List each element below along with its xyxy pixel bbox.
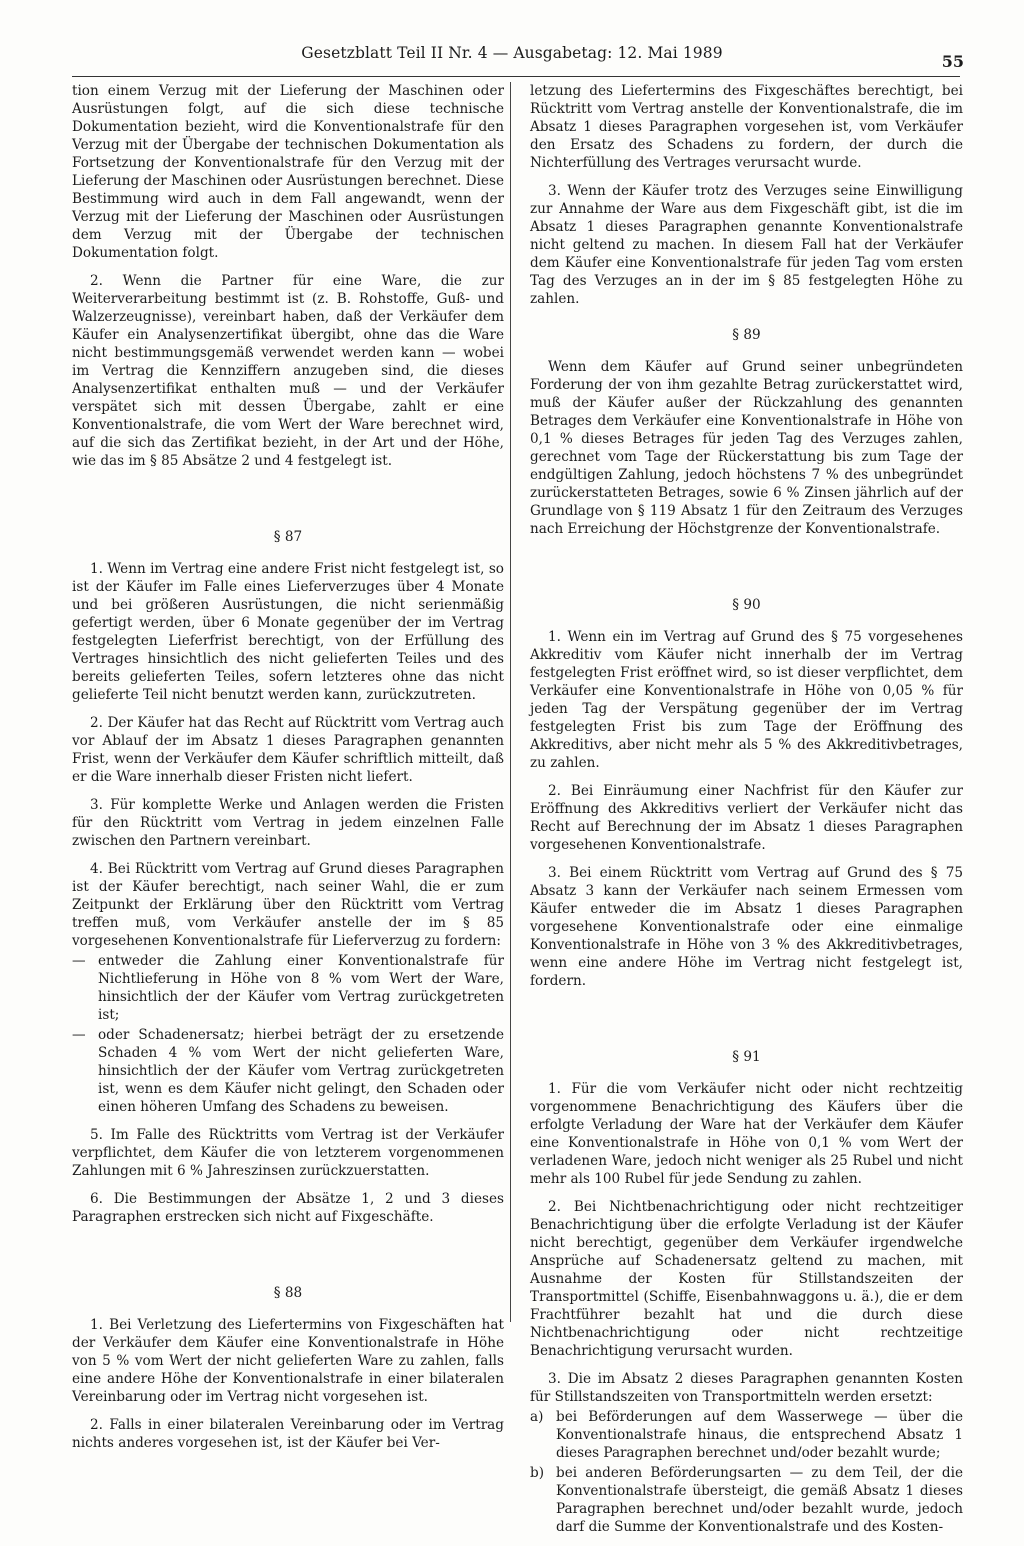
paragraph-87-1: 1. Wenn im Vertrag eine andere Frist nicht festgelegt ist, so ist der Käufer im Falle eines Lieferverzuges über 4 Monate und bei größeren Ausrüstungen, die nicht serienmäßig gefertigt werden, über 6 Monate gegenüber der im Vertrag festgelegten Lieferfrist berechtigt, von der Erfüllung des Vertrages hinsichtlich des nicht gelieferten Teiles und des bereits gelieferten Teiles, sofern letzteres ohne das nicht gelieferte Teil nicht benutzt werden kann, zurückzutreten. — [72, 561, 504, 703]
paragraph-90-3: 3. Bei einem Rücktritt vom Vertrag auf Grund des § 75 Absatz 3 kann der Verkäufer nach seinem Ermessen vom Käufer entweder die im Absatz 1 dieses Paragraphen vorgesehene Konventionalstrafe oder eine einmalige Konventionalstrafe in Höhe von 3 % des Akkreditivbetrages, wenn eine andere Höhe im Vertrag nicht festgelegt ist, fordern. — [530, 865, 963, 989]
dash-marker: — — [72, 1027, 86, 1043]
paragraph-87-4: 4. Bei Rücktritt vom Vertrag auf Grund dieses Paragraphen ist der Käufer berechtigt, nach seiner Wahl, die er zum Zeitpunkt der Erklärung über den Rücktritt vom Vertrag treffen muß, vom Verkäufer anstelle der im § 85 vorgesehenen Konventionalstrafe für Lieferverzug zu fordern: — [72, 861, 504, 949]
section-88-title: § 88 — [273, 1285, 303, 1301]
paragraph-86-2: 2. Wenn die Partner für eine Ware, die zur Weiterverarbeitung bestimmt ist (z. B. Rohstoffe, Guß- und Walzerzeugnisse), vereinbart haben, daß der Verkäufer dem Käufer ein Analysenzertifikat übergibt, ohne das die Ware nicht bestimmungsgemäß verwendet werden kann — wobei im Vertrag die Kennziffern anzugeben sind, die dieses Analysenzertifikat enthalten muß — und der Verkäufer verspätet sich mit dessen Übergabe, zahlt er eine Konventionalstrafe, die vom Wert der Ware berechnet wird, auf die sich das Zertifikat bezieht, in der Art und der Höhe, wie das im § 85 Absätze 2 und 4 festgelegt ist. — [72, 273, 504, 469]
header-title: Gesetzblatt Teil II Nr. 4 — Ausgabetag: 12. Mai 1989 — [301, 44, 723, 62]
page-header — [0, 44, 1024, 71]
paragraph-88-3: 3. Wenn der Käufer trotz des Verzuges seine Einwilligung zur Annahme der Ware aus dem Fixgeschäft gibt, ist die im Absatz 1 dieses Paragraphen genannte Konventionalstrafe nicht geltend zu machen. In diesem Fall hat der Verkäufer dem Käufer eine Konventionalstrafe für jeden Tag vom ersten Tag des Verzuges an in der im § 85 festgelegten Höhe zu zahlen. — [530, 183, 963, 307]
paragraph-91-3: 3. Die im Absatz 2 dieses Paragraphen genannten Kosten für Stillstandszeiten von Transportmitteln werden ersetzt: — [530, 1371, 963, 1405]
left-column — [72, 82, 504, 1462]
list-item-text: bei anderen Beförderungsarten — zu dem Teil, der die Konventionalstrafe übersteigt, die gemäß Absatz 1 dieses Paragraphen berechnet und/oder bezahlt wurde, jedoch darf die Summe der Konventionalstrafe und des Kosten- — [556, 1465, 963, 1535]
list-marker: a) — [530, 1409, 544, 1425]
section-91-title: § 91 — [732, 1049, 761, 1065]
paragraph-87-5: 5. Im Falle des Rücktritts vom Vertrag ist der Verkäufer verpflichtet, dem Käufer die von letzterem vorgenommenen Zahlungen mit 6 % Jahreszinsen zurückzuerstatten. — [72, 1127, 504, 1179]
right-column — [530, 82, 963, 1546]
list-item — [530, 1408, 963, 1462]
paragraph-90-1: 1. Wenn ein im Vertrag auf Grund des § 75 vorgesehenes Akkreditiv vom Käufer nicht innerhalb der im Vertrag festgelegten Frist eröffnet wird, so ist dieser verpflichtet, dem Verkäufer eine Konventionalstrafe in Höhe von 0,05 % für jeden Tag der Verspätung gegenüber der im Vertrag festgelegten Frist bis zum Tage der Eröffnung des Akkreditivs, aber nicht mehr als 5 % des Akkreditivbetrages, zu zahlen. — [530, 629, 963, 771]
list-item — [72, 952, 504, 1024]
list-item-text: bei Beförderungen auf dem Wasserwege — über die Konventionalstrafe hinaus, die entsprechend Absatz 1 dieses Paragraphen berechnet und/oder bezahlt wurde; — [556, 1409, 963, 1461]
paragraph-87-6: 6. Die Bestimmungen der Absätze 1, 2 und 3 dieses Paragraphen erstrecken sich nicht auf Fixgeschäfte. — [72, 1191, 504, 1225]
list-item — [72, 1026, 504, 1116]
paragraph-continued: letzung des Liefertermins des Fixgeschäftes berechtigt, bei Rücktritt vom Vertrag anstelle der Konventionalstrafe, die im Absatz 1 dieses Paragraphen vorgesehen ist, vom Verkäufer den Ersatz des Schadens zu fordern, der durch die Nichterfüllung des Vertrages verursacht wurde. — [530, 83, 963, 171]
paragraph-87-3: 3. Für komplette Werke und Anlagen werden die Fristen für den Rücktritt vom Vertrag in jedem einzelnen Falle zwischen den Partnern vereinbart. — [72, 797, 504, 849]
list-item — [530, 1464, 963, 1536]
paragraph-90-2: 2. Bei Einräumung einer Nachfrist für den Käufer zur Eröffnung des Akkreditivs verliert der Verkäufer nicht das Recht auf Berechnung der im Absatz 1 dieses Paragraphen vorgesehenen Konventionalstrafe. — [530, 783, 963, 853]
paragraph-87-2: 2. Der Käufer hat das Recht auf Rücktritt vom Vertrag auch vor Ablauf der im Absatz 1 dieses Paragraphen genannten Frist, wenn der Verkäufer dem Käufer schriftlich mitteilt, daß er die Ware innerhalb dieser Fristen nicht liefert. — [72, 715, 504, 785]
paragraph-91-3-list — [530, 1408, 963, 1536]
column-divider — [510, 82, 511, 1322]
paragraph-88-2: 2. Falls in einer bilateralen Vereinbarung oder im Vertrag nichts anderes vorgesehen ist, ist der Käufer bei Ver- — [72, 1417, 504, 1451]
dash-marker: — — [72, 953, 86, 969]
paragraph-91-1: 1. Für die vom Verkäufer nicht oder nicht rechtzeitig vorgenommene Benachrichtigung des Käufers über die erfolgte Verladung der Ware hat der Verkäufer dem Käufer eine Konventionalstrafe in Höhe von 0,1 % vom Wert der verladenen Ware, jedoch nicht weniger als 25 Rubel und nicht mehr als 100 Rubel für jede Sendung zu zahlen. — [530, 1081, 963, 1187]
paragraph-87-4-list — [72, 952, 504, 1116]
list-marker: b) — [530, 1465, 545, 1481]
section-89-title: § 89 — [732, 327, 761, 343]
header-rule — [72, 76, 960, 77]
section-90-title: § 90 — [732, 597, 761, 613]
paragraph-91-2: 2. Bei Nichtbenachrichtigung oder nicht rechtzeitiger Benachrichtigung über die erfolgte Verladung ist der Käufer nicht berechtigt, gegenüber dem Verkäufer irgendwelche Ansprüche auf Schadenersatz geltend zu machen, mit Ausnahme der Kosten für Stillstandszeiten der Transportmittel (Schiffe, Eisenbahnwaggons u. ä.), die er dem Frachtführer bezahlt hat und die durch diese Nichtbenachrichtigung oder nicht rechtzeitige Benachrichtigung verursacht wurden. — [530, 1199, 963, 1359]
paragraph-88-1: 1. Bei Verletzung des Liefertermins von Fixgeschäften hat der Verkäufer dem Käufer eine Konventionalstrafe in Höhe von 5 % vom Wert der nicht gelieferten Ware zu zahlen, falls eine andere Höhe der Konventionalstrafe in einer bilateralen Vereinbarung oder im Vertrag nicht vorgesehen ist. — [72, 1317, 504, 1405]
list-item-text: entweder die Zahlung einer Konventionalstrafe für Nichtlieferung in Höhe von 8 % vom Wert der Ware, hinsichtlich der der Käufer vom Vertrag zurückgetreten ist; — [98, 953, 504, 1023]
page-number: 55 — [941, 52, 964, 71]
paragraph-89: Wenn dem Käufer auf Grund seiner unbegründeten Forderung der von ihm gezahlte Betrag zurückerstattet wird, muß der Käufer außer der Rückzahlung des genannten Betrages dem Verkäufer eine Konventionalstrafe in Höhe von 0,1 % dieses Betrages für jeden Tag des Verzuges zahlen, gerechnet vom Tage der Rückerstattung bis zum Tage der endgültigen Zahlung, jedoch höchstens 7 % des unbegründet zurückerstatteten Betrages, sowie 6 % Zinsen jährlich auf der Grundlage von § 119 Absatz 1 für den Zeitraum des Verzuges nach Erreichung der Höchstgrenze der Konventionalstrafe. — [530, 359, 963, 537]
list-item-text: oder Schadenersatz; hierbei beträgt der zu ersetzende Schaden 4 % vom Wert der nicht gelieferten Ware, hinsichtlich der der Käufer vom Vertrag zurückgetreten ist, wenn es dem Käufer nicht gelingt, den Schaden oder einen höheren Umfang des Schadens zu beweisen. — [98, 1027, 504, 1115]
section-87-title: § 87 — [273, 529, 303, 545]
paragraph-continued: tion einem Verzug mit der Lieferung der Maschinen oder Ausrüstungen folgt, auf die sich diese technische Dokumentation bezieht, wird die Konventionalstrafe für den Verzug mit der Übergabe der technischen Dokumentation als Fortsetzung der Konventionalstrafe für den Verzug mit der Lieferung der Maschinen oder Ausrüstungen berechnet. Diese Bestimmung wird auch in dem Fall angewandt, wenn der Verzug mit der Lieferung der Maschinen oder Ausrüstungen dem Verzug mit der Übergabe der technischen Dokumentation folgt. — [72, 83, 504, 261]
